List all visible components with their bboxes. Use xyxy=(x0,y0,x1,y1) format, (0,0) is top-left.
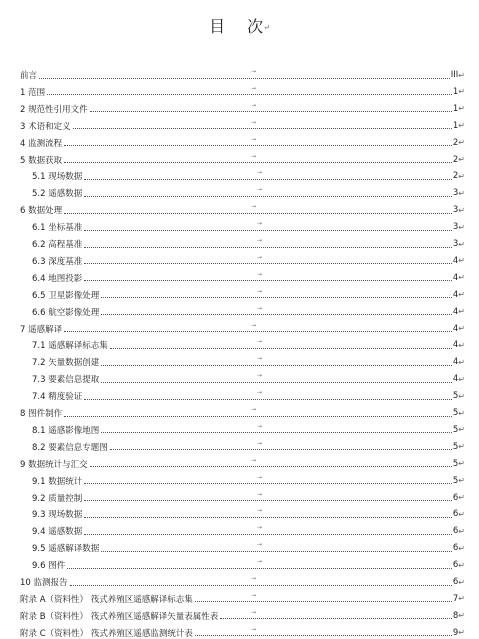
paragraph-mark-icon: ↵ xyxy=(458,526,465,536)
toc-leader-dots xyxy=(101,551,452,552)
toc-entry-label: 3 术语和定义 xyxy=(20,121,71,132)
tab-arrow-icon: → xyxy=(257,220,263,228)
toc-entry[interactable] xyxy=(32,542,465,554)
toc-leader-dots xyxy=(64,162,452,163)
paragraph-mark-icon: ↵ xyxy=(458,340,465,350)
toc-entry-page: 5 xyxy=(452,458,459,469)
toc-entry-label: 6.4 地图投影 xyxy=(32,273,83,284)
toc-entry-page: 6 xyxy=(452,509,459,520)
toc-entry[interactable] xyxy=(32,441,465,453)
toc-entry-label: 8.2 要素信息专题图 xyxy=(32,442,108,453)
toc-leader-dots xyxy=(84,534,452,535)
toc-entry-page: 4 xyxy=(452,357,459,368)
toc-leader-dots xyxy=(39,78,450,79)
toc-entry-page: 6 xyxy=(452,543,459,554)
toc-leader-dots xyxy=(64,416,452,417)
toc-entry-page: 5 xyxy=(452,391,459,402)
tab-arrow-icon: → xyxy=(251,456,257,464)
paragraph-mark-icon: ↵ xyxy=(458,324,465,333)
toc-entry-page: 3 xyxy=(452,188,459,199)
toc-entry-label: 5.1 现场数据 xyxy=(32,172,83,183)
tab-arrow-icon: → xyxy=(257,524,263,532)
tab-arrow-icon: → xyxy=(257,439,263,447)
toc-leader-dots xyxy=(84,500,452,501)
toc-entry[interactable] xyxy=(20,137,465,149)
toc-entry-label: 9.5 遥感解译数据 xyxy=(32,544,100,555)
toc-leader-dots xyxy=(47,94,452,95)
paragraph-mark-icon: ↵ xyxy=(458,408,465,418)
paragraph-mark-icon: ↵ xyxy=(458,188,465,198)
toc-entry-label: 1 范围 xyxy=(20,87,46,98)
tab-arrow-icon: → xyxy=(257,270,263,278)
toc-entry-label: 9.6 图件 xyxy=(32,561,66,572)
toc-entry-page: 6 xyxy=(452,560,459,571)
tab-arrow-icon: → xyxy=(257,253,263,261)
toc-leader-dots xyxy=(84,399,452,400)
toc-entry-label: 7 遥感解译 xyxy=(20,324,63,335)
tab-arrow-icon: → xyxy=(251,625,257,633)
tab-arrow-icon: → xyxy=(257,338,263,346)
toc-entry-page: 5 xyxy=(452,408,459,418)
tab-arrow-icon: → xyxy=(251,135,257,143)
toc-entry-page: 4 xyxy=(452,255,459,266)
toc-leader-dots xyxy=(64,213,452,214)
toc-entry-label: 8 图件制作 xyxy=(20,409,63,419)
toc-entry-label: 10 监测报告 xyxy=(20,578,68,588)
toc-entry[interactable] xyxy=(32,475,465,487)
toc-entry-label: 前言 xyxy=(20,71,38,81)
tab-arrow-icon: → xyxy=(251,321,257,329)
tab-arrow-icon: → xyxy=(257,372,263,380)
title-part-2: 次 xyxy=(247,17,264,36)
toc-entry-page: 5 xyxy=(452,475,459,486)
toc-entry-page: 6 xyxy=(452,526,459,537)
toc-entry-page: 3 xyxy=(452,222,459,233)
paragraph-mark-icon: ↵ xyxy=(458,476,465,486)
toc-entry[interactable] xyxy=(20,86,465,98)
toc-entry-label: 6.1 坐标基准 xyxy=(32,223,83,234)
paragraph-mark-icon: ↵ xyxy=(458,256,465,266)
toc-entry[interactable] xyxy=(20,120,465,132)
toc-entry[interactable] xyxy=(20,458,465,470)
paragraph-mark-icon: ↵ xyxy=(458,104,465,114)
toc-leader-dots xyxy=(73,128,452,129)
paragraph-mark-icon: ↵ xyxy=(458,357,465,367)
tab-arrow-icon: → xyxy=(251,591,257,599)
toc-entry[interactable] xyxy=(32,289,465,301)
toc-entry[interactable] xyxy=(32,373,465,385)
toc-entry-label: 6.6 航空影像处理 xyxy=(32,307,100,318)
paragraph-mark-icon: ↵ xyxy=(458,509,465,519)
toc-entry[interactable] xyxy=(20,69,465,81)
toc-entry[interactable] xyxy=(32,390,465,402)
toc-entry-page: 2 xyxy=(452,154,459,165)
toc-leader-dots xyxy=(220,618,452,619)
toc-entry-page: 7 xyxy=(452,593,459,604)
toc-entry[interactable] xyxy=(20,593,465,605)
toc-entry-label: 8.1 遥感影像地图 xyxy=(32,425,100,436)
toc-entry-page: III xyxy=(450,70,459,80)
toc-entry[interactable] xyxy=(32,221,465,233)
toc-leader-dots xyxy=(90,111,452,112)
tab-arrow-icon: → xyxy=(251,101,257,109)
tab-arrow-icon: → xyxy=(257,490,263,498)
toc-entry-page: 1 xyxy=(452,103,459,114)
toc-leader-dots xyxy=(110,348,452,349)
tab-arrow-icon: → xyxy=(251,203,257,211)
paragraph-mark-icon: ↵ xyxy=(458,560,465,570)
toc-entry-page: 4 xyxy=(452,306,459,317)
toc-entry-label: 7.4 精度验证 xyxy=(32,392,83,403)
toc-entry-label: 5 数据获取 xyxy=(20,155,63,166)
paragraph-mark-icon: ↵ xyxy=(458,239,465,249)
tab-arrow-icon: → xyxy=(257,473,263,481)
toc-entry-page: 5 xyxy=(452,424,459,435)
toc-entry[interactable] xyxy=(20,154,465,166)
paragraph-mark-icon: ↵ xyxy=(263,23,270,32)
toc-entry-page: 3 xyxy=(452,205,459,216)
paragraph-mark-icon: ↵ xyxy=(458,594,465,604)
tab-arrow-icon: → xyxy=(257,237,263,244)
toc-entry[interactable] xyxy=(32,525,465,537)
tab-arrow-icon: → xyxy=(257,304,263,312)
toc-entry-label: 9.4 遥感数据 xyxy=(32,527,83,538)
tab-arrow-icon: → xyxy=(251,608,257,616)
toc-entry-page: 1 xyxy=(452,86,459,97)
toc-entry-page: 8 xyxy=(452,610,459,621)
paragraph-mark-icon: ↵ xyxy=(458,425,465,435)
toc-entry-page: 1 xyxy=(452,120,459,131)
paragraph-mark-icon: ↵ xyxy=(458,493,465,502)
toc-leader-dots xyxy=(67,568,452,569)
toc-entry[interactable] xyxy=(20,407,465,419)
toc-leader-dots xyxy=(101,432,452,433)
toc-leader-dots xyxy=(70,585,452,586)
toc-entry-label: 7.3 要素信息提取 xyxy=(32,375,100,386)
tab-arrow-icon: → xyxy=(251,118,257,126)
toc-entry-page: 2 xyxy=(452,171,459,182)
tab-arrow-icon: → xyxy=(251,68,257,75)
toc-entry-label: 6.2 高程基准 xyxy=(32,240,83,250)
paragraph-mark-icon: ↵ xyxy=(458,87,465,97)
toc-entry[interactable] xyxy=(20,323,465,335)
tab-arrow-icon: → xyxy=(257,355,263,363)
tab-arrow-icon: → xyxy=(251,84,257,92)
toc-entry-page: 2 xyxy=(452,137,459,148)
toc-entry-label: 6.3 深度基准 xyxy=(32,256,83,267)
toc-entry[interactable] xyxy=(32,508,465,520)
paragraph-mark-icon: ↵ xyxy=(458,628,465,638)
tab-arrow-icon: → xyxy=(257,422,263,430)
toc-entry-label: 5.2 遥感数据 xyxy=(32,189,83,200)
toc-entry-page: 4 xyxy=(452,289,459,300)
toc-entry[interactable] xyxy=(32,492,465,504)
toc-leader-dots xyxy=(110,449,452,450)
toc-entry[interactable] xyxy=(20,103,465,115)
toc-entry-page: 9 xyxy=(452,627,459,638)
tab-arrow-icon: → xyxy=(257,558,263,566)
toc-leader-dots xyxy=(101,314,452,315)
title-part-1: 目 xyxy=(209,17,226,36)
tab-arrow-icon: → xyxy=(257,186,263,194)
tab-arrow-icon: → xyxy=(251,406,257,413)
paragraph-mark-icon: ↵ xyxy=(458,442,465,452)
toc-entry[interactable] xyxy=(32,559,465,571)
toc-entry-page: 5 xyxy=(452,441,459,452)
toc-entry-label: 4 监测流程 xyxy=(20,138,63,149)
toc-leader-dots xyxy=(84,179,452,180)
paragraph-mark-icon: ↵ xyxy=(458,577,465,587)
toc-leader-dots xyxy=(64,331,452,332)
toc-entry[interactable] xyxy=(32,238,465,250)
toc-entry[interactable] xyxy=(32,272,465,284)
paragraph-mark-icon: ↵ xyxy=(458,121,465,131)
toc-entry-page: 4 xyxy=(452,272,459,283)
toc-leader-dots xyxy=(101,365,452,366)
toc-leader-dots xyxy=(90,466,452,467)
paragraph-mark-icon: ↵ xyxy=(458,171,465,181)
toc-entry[interactable] xyxy=(32,424,465,436)
toc-leader-dots xyxy=(84,230,452,231)
paragraph-mark-icon: ↵ xyxy=(458,374,465,384)
toc-leader-dots xyxy=(101,297,452,298)
paragraph-mark-icon: ↵ xyxy=(458,155,465,164)
tab-arrow-icon: → xyxy=(257,541,263,549)
paragraph-mark-icon: ↵ xyxy=(458,273,465,283)
tab-arrow-icon: → xyxy=(257,287,263,295)
toc-entry-label: 6 数据处理 xyxy=(20,206,63,217)
toc-entry-label: 9.2 质量控制 xyxy=(32,493,83,504)
paragraph-mark-icon: ↵ xyxy=(458,391,465,401)
toc-leader-dots xyxy=(84,247,452,248)
toc-entry[interactable] xyxy=(32,306,465,318)
toc-leader-dots xyxy=(64,145,452,146)
tab-arrow-icon: → xyxy=(251,575,257,582)
toc-entry-label: 7.1 遥感解译标志集 xyxy=(32,341,108,352)
paragraph-mark-icon: ↵ xyxy=(458,70,465,80)
toc-leader-dots xyxy=(84,483,452,484)
toc-entry[interactable] xyxy=(32,339,465,351)
toc-entry[interactable] xyxy=(32,170,465,182)
toc-entry-page: 4 xyxy=(452,374,459,385)
toc-entry-label: 6.5 卫星影像处理 xyxy=(32,290,100,301)
paragraph-mark-icon: ↵ xyxy=(458,307,465,317)
toc-entry[interactable] xyxy=(20,204,465,216)
toc-leader-dots xyxy=(195,601,452,602)
paragraph-mark-icon: ↵ xyxy=(458,459,465,469)
toc-entry-label: 2 规范性引用文件 xyxy=(20,104,88,115)
toc-entry[interactable] xyxy=(32,187,465,199)
toc-entry-label: 附录 A（资料性） 筏式养殖区遥感解译标志集 xyxy=(20,594,193,605)
toc-entry-label: 附录 B（资料性） 筏式养殖区遥感解译矢量表属性表 xyxy=(20,611,219,622)
tab-arrow-icon: → xyxy=(257,169,263,177)
paragraph-mark-icon: ↵ xyxy=(458,222,465,232)
toc-entry-page: 6 xyxy=(452,492,459,503)
toc-entry-label: 9.3 现场数据 xyxy=(32,510,83,521)
tab-arrow-icon: → xyxy=(257,389,263,397)
toc-entry[interactable] xyxy=(32,356,465,368)
toc-leader-dots xyxy=(84,196,452,197)
toc-entry[interactable] xyxy=(20,627,465,639)
paragraph-mark-icon: ↵ xyxy=(458,205,465,215)
tab-arrow-icon: → xyxy=(251,152,257,160)
paragraph-mark-icon: ↵ xyxy=(458,543,465,553)
toc-leader-dots xyxy=(84,263,452,264)
toc-entry-label: 附录 C（资料性） 筏式养殖区遥感监测统计表 xyxy=(20,628,193,639)
toc-entry-page: 6 xyxy=(452,577,459,587)
toc-leader-dots xyxy=(195,635,452,636)
toc-entry[interactable] xyxy=(20,576,465,588)
toc-entry-page: 3 xyxy=(452,239,459,249)
toc-entry-page: 4 xyxy=(452,323,459,334)
tab-arrow-icon: → xyxy=(257,507,263,515)
page-title xyxy=(0,14,479,37)
toc-leader-dots xyxy=(84,280,452,281)
toc-entry-label: 9.1 数据统计 xyxy=(32,476,83,487)
paragraph-mark-icon: ↵ xyxy=(458,611,465,621)
toc-leader-dots xyxy=(84,517,452,518)
toc-entry-label: 7.2 矢量数据创建 xyxy=(32,358,100,369)
paragraph-mark-icon: ↵ xyxy=(458,138,465,148)
toc-entry-label: 9 数据统计与汇交 xyxy=(20,459,88,470)
toc-entry-page: 4 xyxy=(452,340,459,351)
paragraph-mark-icon: ↵ xyxy=(458,290,465,300)
toc-entry[interactable] xyxy=(32,255,465,267)
toc-leader-dots xyxy=(101,382,452,383)
